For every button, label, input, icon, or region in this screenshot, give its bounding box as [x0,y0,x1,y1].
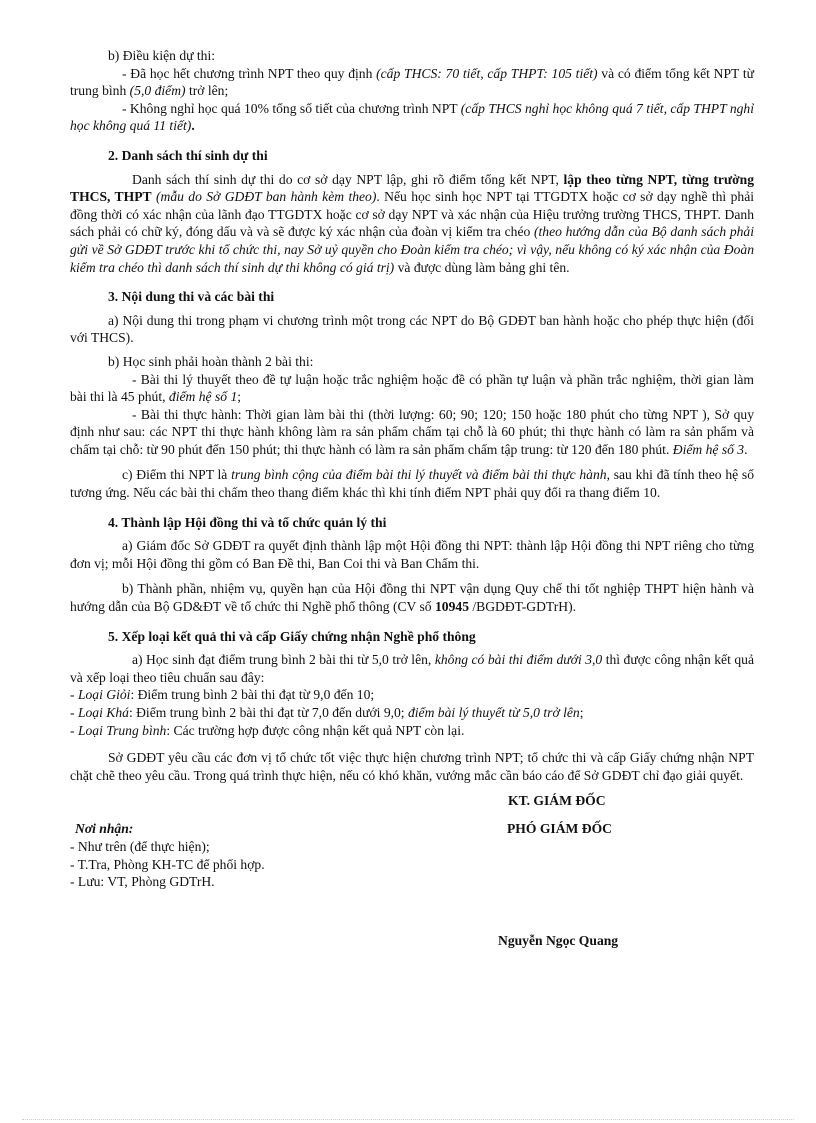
text-run: : Các trường hợp được công nhận kết quả NPT còn lại. [166,722,465,738]
recipient-item: - Như trên (để thực hiện); [70,838,210,854]
exam-condition-2 [70,100,754,135]
document-page [70,47,754,962]
text-run-italic: Loại Giỏi [77,687,131,703]
page-bottom-divider [22,1119,794,1120]
text-run: . Nếu học sinh học NPT tại TTGDTX hoặc cơ sở dạy nghề thì phải đồng thời có xác nhận của lãnh đạo TTGDTX hoặc cơ sở dạy NPT và xác nhận của Hiệu trưởng trường THCS, THPT. Danh sách phải có chữ ký, đóng dấu và và sẽ được ký xác nhận của đoàn vị kiểm tra chéo [70,189,754,240]
signer-title-pho: PHÓ GIÁM ĐỐC [507,821,612,837]
text-run: ; [237,389,242,405]
section-4-item-a: a) Giám đốc Sở GDĐT ra quyết định thành lập một Hội đồng thi NPT: thành lập Hội đồng thi NPT riêng cho từng đơn vị; mỗi Hội đồng thi gồm có Ban Đề thi, Ban Coi thi và Ban Chấm thi. [70,538,754,571]
text-run-italic: (mẫu do Sở GDĐT ban hành kèm theo) [155,189,377,205]
section-2-paragraph [70,171,754,277]
section-3-item-b2 [70,406,754,459]
section-4-item-b [70,580,754,615]
section-4-heading: 4. Thành lập Hội đồng thi và tổ chức quản lý thi [108,514,387,530]
signer-name: Nguyễn Ngọc Quang [498,933,619,949]
grade-trung-binh [70,722,754,740]
text-run-bold: lập theo từng NPT, từng trường THCS, THPT [70,171,754,205]
text-run: . [744,441,748,457]
text-run: a) Học sinh đạt điểm trung bình 2 bài thi từ 5,0 trở lên, [132,652,435,668]
text-run: Danh sách thí sinh dự thi do cơ sở dạy NPT lập, ghi rõ điểm tổng kết NPT, [132,171,564,187]
text-run: : Điểm trung bình 2 bài thi đạt từ 7,0 đến dưới 9,0; [128,705,408,720]
grade-kha [70,704,754,722]
closing-paragraph: Sở GDĐT yêu cầu các đơn vị tổ chức tốt việc thực hiện chương trình NPT; tổ chức thi và cấp Giấy chứng nhận NPT chặt chẽ theo yêu cầu. Trong quá trình thực hiện, nếu có khó khăn, vướng mắc cần báo cáo để Sở GDĐT chỉ đạo giải quyết. [70,750,754,783]
recipients-block [70,820,265,890]
text-run-italic: trung bình cộng của điểm bài thi lý thuyết và điểm bài thi thực hành [231,467,607,483]
recipients-title: Nơi nhận: [75,821,134,837]
text-run: - Bài thi thực hành: Thời gian làm bài thi (thời lượng: 60; 90; 120; 150 hoặc 180 phút cho từng NPT ), Sở quy định như sau: các NPT thi thực hành không làm ra sản phẩm chấm tại chỗ là 60 phút; thi thực hành có làm ra sản phẩm và chấm tại chỗ: từ 90 phút đến 150 phút; thi thực hành có làm ra sản phẩm chấm tập trung: từ 120 đến 180 phút. [70,406,754,457]
section-3-item-b: b) Học sinh phải hoàn thành 2 bài thi: [108,353,314,369]
text-run: , sau khi đã tính theo hệ số tương ứng. Nếu các bài thi chấm theo thang điểm khác thì khi tính điểm NPT phải quy đổi ra thang điểm 10. [70,467,754,501]
exam-condition-1 [70,65,754,100]
text-run: và có điểm tổng kết NPT từ trung bình [70,65,754,99]
text-run: b) Thành phần, nhiệm vụ, quyền hạn của Hội đồng thi NPT vận dụng Quy chế thi tốt nghiệp THPT hiện hành và hướng dẫn của Bộ GD&ĐT về tổ chức thi Nghề phổ thông (CV số [70,581,754,615]
text-run-bold: . [191,118,195,134]
text-run-italic: điểm bài lý thuyết từ 5,0 trở lên [407,705,580,720]
section-5-item-a [70,651,754,686]
text-run: - Không nghỉ học quá 10% tổng số tiết của chương trình NPT [122,100,461,116]
exam-conditions-heading: b) Điều kiện dự thi: [108,48,216,63]
text-run: - Đã học hết chương trình NPT theo quy định [122,65,377,81]
section-3-item-a: a) Nội dung thi trong phạm vi chương trình một trong các NPT do Bộ GDĐT ban hành hoặc cho phép thực hiện (đối với THCS). [70,312,754,346]
signature-block [70,792,754,962]
section-5-heading: 5. Xếp loại kết quả thi và cấp Giấy chứng nhận Nghề phổ thông [108,628,476,644]
text-run-italic: (theo hướng dẫn của Bộ danh sách phải gửi về Sở GDĐT trước khi tổ chức thi, nay Sở uỷ quyền cho Đoàn kiểm tra chéo; vì vậy, nếu không có ký xác nhận của Đoàn kiểm tra chéo thì danh sách thí sinh dự thi không có giá trị) [70,224,754,275]
text-run: - Bài thi lý thuyết theo đề tự luận hoặc trắc nghiệm hoặc đề có phần tự luận và phần trắc nghiệm, thời gian làm bài thi là 45 phút, [70,371,754,405]
section-3-item-b1 [70,371,754,406]
text-run-italic: Loại Khá [77,705,129,720]
text-run-italic: không có bài thi điểm dưới 3,0 [434,652,603,668]
text-run: /BGDĐT-GDTrH). [468,599,576,615]
section-3-heading: 3. Nội dung thi và các bài thi [108,289,275,305]
text-run-italic: (5,0 điểm) [129,83,186,99]
text-run-italic: Loại Trung bình [77,722,167,738]
text-run: ; [579,705,584,720]
text-run-italic: (cấp THCS: 70 tiết, cấp THPT: 105 tiết) [376,65,598,81]
recipient-item: - T.Tra, Phòng KH-TC để phối hợp. [70,856,265,872]
signer-title-kt: KT. GIÁM ĐỐC [508,793,606,809]
recipient-item: - Lưu: VT, Phòng GDTrH. [70,874,215,890]
section-3-item-c [70,466,754,501]
text-run: : Điểm trung bình 2 bài thi đạt từ 9,0 đến 10; [130,687,375,703]
text-run: - [70,722,78,738]
grade-gioi [70,686,754,704]
text-run-italic: Điểm hệ số 3 [672,441,745,457]
text-run: c) Điểm thi NPT là [122,467,232,483]
text-run: thì được công nhận kết quả và xếp loại theo tiêu chuẩn sau đây: [70,652,754,685]
text-run: trở lên; [185,83,229,99]
text-run: - [70,705,78,720]
text-run: và được dùng làm bảng ghi tên. [394,259,570,275]
text-run-italic: (cấp THCS nghỉ học không quá 7 tiết, cấp THPT nghỉ học không quá 11 tiết) [70,100,755,134]
section-2-heading: 2. Danh sách thí sinh dự thi [108,147,268,163]
text-run-bold: 10945 [435,599,469,615]
text-run-italic: điểm hệ số 1 [168,389,238,405]
text-run: - [70,687,78,703]
